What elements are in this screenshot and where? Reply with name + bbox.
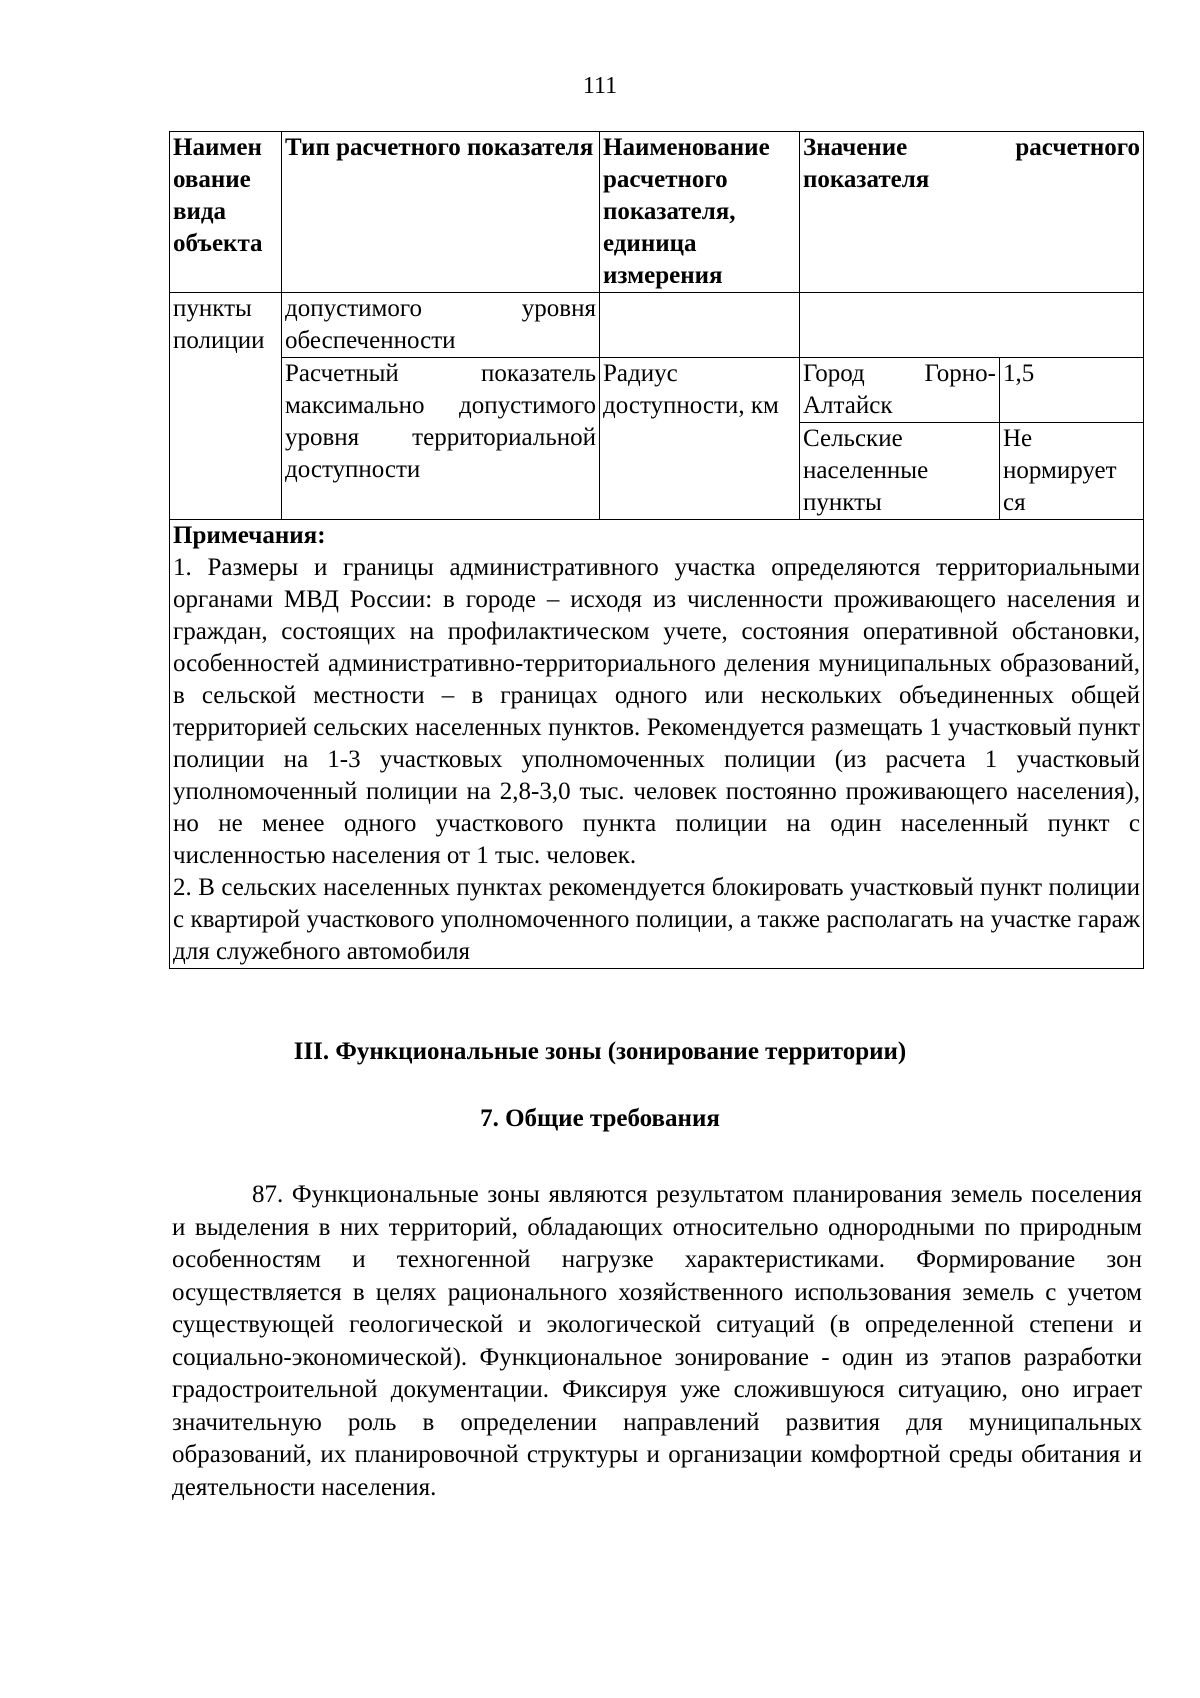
cell-value: Не нормирует ся [1000,423,1144,520]
header-indicator-name: Наименование расчетного показателя, единица измерения [600,132,800,293]
notes-row [170,520,1144,969]
cell-place: Сельские населенные пункты [800,423,1000,520]
header-indicator-value: Значение расчетного показателя [800,132,1144,293]
cell-type: допустимого уровня обеспеченности [282,293,600,358]
note-item: 2. В сельских населенных пунктах рекомендуется блокировать участковый пункт полиции с квартирой участкового уполномоченного полиции, а также располагать на участке гараж для служебного автомобиля [173,874,1141,965]
notes-title: Примечания: [173,522,326,549]
section-heading: III. Функциональные зоны (зонирование территории) [293,1038,907,1065]
indicators-table [169,131,1144,969]
note-item: 1. Размеры и границы административного участка определяются территориальными органами МВД России: в городе – исходя из численности проживающего населения и граждан, состоящих на профилактическом учете, состояния оперативной обстановки, особенностей административно-территориального деления муниципальных образований, в сельской местности – в границах одного или нескольких объединенных общей территорией сельских населенных пунктов. Рекомендуется размещать 1 участковый пункт полиции на 1-3 участковых уполномоченных полиции (из расчета 1 участковый уполномоченный полиции на 2,8-3,0 тыс. человек постоянно проживающего населения), но не менее одного участкового пункта полиции на один населенный пункт с численностью населения от 1 тыс. человек. [173,554,1141,869]
cell-value: 1,5 [1000,358,1144,423]
table-row [170,358,1144,423]
paragraph: 87. Функциональные зоны являются результатом планирования земель поселения и выделения в них территорий, обладающих относительно однородными по природным особенностям и техногенной нагрузке характеристиками. Формирование зон осуществляется в целях рационального хозяйственного использования земель с учетом существующей геологической и экологической ситуаций (в определенной степени и социально-экономической). Функциональное зонирование - один из этапов разработки градостроительной документации. Фиксируя уже сложившуюся ситуацию, оно играет значительную роль в определении направлений развития для муниципальных образований, их планировочной структуры и организации комфортной среды обитания и деятельности населения. [172,1181,1142,1501]
cell-type: Расчетный показатель максимально допустимого уровня территориальной доступности [282,358,600,520]
notes-cell [170,520,1144,969]
header-object-type: Наимен ование вида объекта [170,132,282,293]
cell-empty [600,293,800,358]
header-indicator-type: Тип расчетного показателя [282,132,600,293]
cell-indicator-name: Радиус доступности, км [600,358,800,520]
table-row [170,293,1144,358]
subsection-heading: 7. Общие требования [480,1105,720,1132]
table-header-row [170,132,1144,293]
cell-object: пункты полиции [170,293,282,520]
cell-place: Город Горно-Алтайск [800,358,1000,423]
page-number: 111 [582,73,618,99]
cell-empty [800,293,1144,358]
